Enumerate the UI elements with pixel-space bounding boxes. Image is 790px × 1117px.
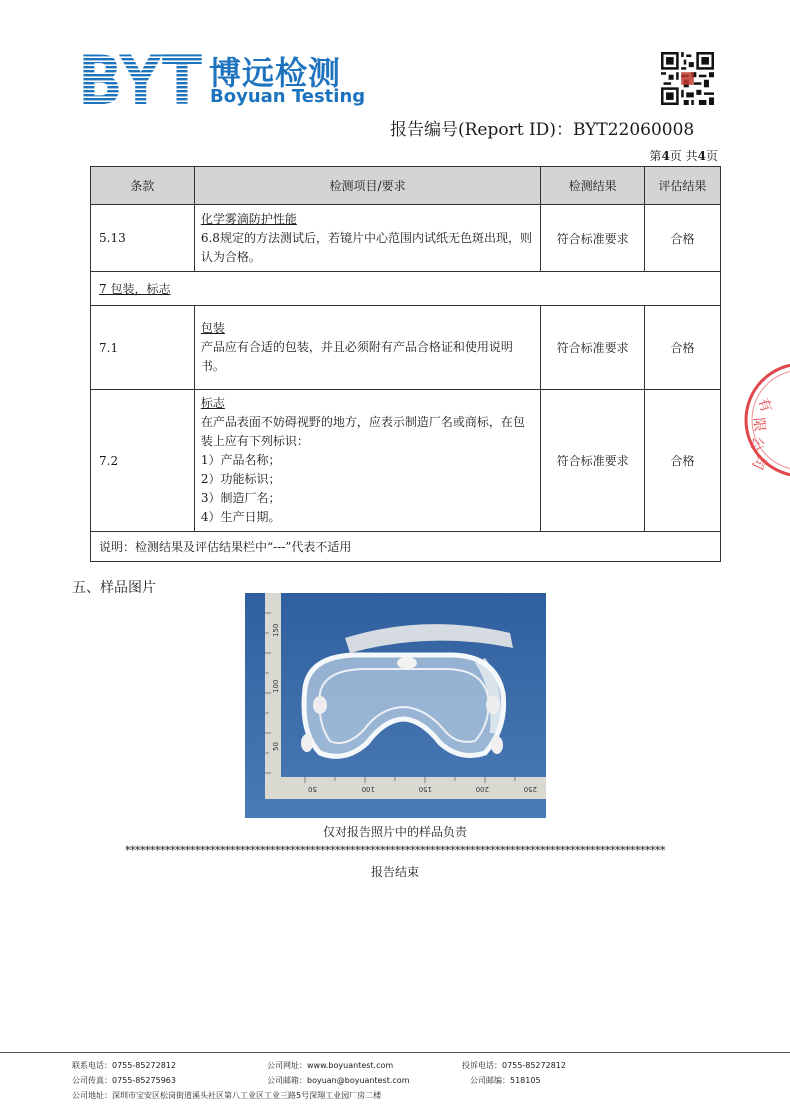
- header-evaluation: 评估结果: [645, 167, 721, 205]
- header-clause: 条款: [91, 167, 195, 205]
- requirement-title: 标志: [200, 396, 225, 410]
- result-cell: 符合标准要求: [541, 390, 645, 532]
- page-number: [649, 147, 718, 164]
- footer-postcode: 公司邮编：518105: [470, 1076, 541, 1085]
- list-item: 1）产品名称；: [200, 453, 281, 467]
- ruler-label: 100: [272, 679, 280, 693]
- footer-complaint-phone: 投诉电话：0755-85272812: [462, 1061, 566, 1070]
- footer-phone: 联系电话：0755-85272812: [72, 1061, 176, 1070]
- logo-chinese-name: 博远检测: [209, 54, 342, 92]
- table-row: [91, 205, 721, 272]
- footer-email: 公司邮箱：boyuan@boyuantest.com: [267, 1076, 410, 1085]
- result-cell: 符合标准要求: [541, 306, 645, 390]
- requirement-title: 化学雾滴防护性能: [200, 211, 297, 226]
- separator-stars: ************************************************************************************************************: [125, 844, 665, 857]
- result-cell: 符合标准要求: [541, 205, 645, 272]
- ruler-label: 250: [523, 785, 537, 793]
- sample-photo-goggles: [245, 593, 546, 818]
- list-item: 4）生产日期。: [200, 510, 281, 524]
- requirement-text: 6.8规定的方法测试后，若镜片中心范围内试纸无色斑出现，则认为合格。: [200, 230, 532, 264]
- requirement-cell: [194, 306, 540, 390]
- section-heading-text: 7 包装，标志: [99, 282, 171, 296]
- ruler-label: 200: [475, 785, 489, 793]
- ruler-label: 150: [418, 785, 432, 793]
- logo-letters-text: BYT: [78, 42, 203, 121]
- header-result: 检测结果: [541, 167, 645, 205]
- requirement-text: 在产品表面不妨碍视野的地方，应表示制造厂名或商标，在包装上应有下列标识：: [200, 415, 525, 448]
- footer-website: 公司网址：www.boyuantest.com: [267, 1061, 394, 1070]
- header-item: 检测项目/要求: [194, 167, 540, 205]
- footer-fax: 公司传真：0755-85275963: [72, 1076, 176, 1085]
- page-total: 4: [697, 149, 706, 163]
- company-seal-stamp: [740, 360, 790, 480]
- svg-text:公: 公: [747, 435, 766, 452]
- requirement-title: 包装: [200, 321, 225, 335]
- sample-section-heading: 五、样品图片: [72, 580, 156, 596]
- svg-text:限: 限: [750, 416, 768, 433]
- table-header-row: [91, 167, 721, 205]
- list-item: 3）制造厂名；: [200, 491, 281, 505]
- clause-cell: 7.2: [91, 390, 195, 532]
- ruler-label: 100: [361, 785, 375, 793]
- page-suffix: 页: [705, 149, 718, 163]
- svg-text:有: 有: [754, 395, 775, 415]
- footer-address: 公司地址：深圳市宝安区松岗街道溪头社区第八工业区工业三路5号深翔工业园厂房二楼: [72, 1091, 382, 1100]
- table-row: [91, 390, 721, 532]
- section-row: [91, 272, 721, 306]
- ruler-label: 50: [272, 742, 280, 751]
- requirement-text: 产品应有合适的包装，并且必须附有产品合格证和使用说明书。: [200, 340, 513, 373]
- evaluation-cell: 合格: [645, 306, 721, 390]
- table-row: [91, 306, 721, 390]
- page-mid: 页 共: [669, 149, 698, 163]
- svg-text:司: 司: [748, 452, 769, 472]
- footer-divider: [0, 1052, 790, 1053]
- evaluation-cell: 合格: [645, 205, 721, 272]
- ruler-label: 50: [308, 785, 317, 793]
- ruler-label: 150: [272, 623, 280, 637]
- list-item: 2）功能标识；: [200, 472, 281, 486]
- report-end: 报告结束: [370, 865, 419, 879]
- requirement-cell: [194, 205, 540, 272]
- note-row: [91, 532, 721, 562]
- table-note: 说明：检测结果及评估结果栏中“---”代表不适用: [91, 532, 721, 562]
- logo-english-name: Boyuan Testing: [210, 86, 366, 107]
- page-prefix: 第: [649, 149, 662, 163]
- clause-cell: 7.1: [91, 306, 195, 390]
- evaluation-cell: 合格: [645, 390, 721, 532]
- photo-caption: 仅对报告照片中的样品负责: [322, 825, 467, 839]
- test-results-table: [90, 166, 721, 562]
- section-heading: [91, 272, 721, 306]
- qr-code-icon: [661, 52, 714, 105]
- report-id: 报告编号(Report ID)：BYT22060008: [390, 120, 695, 140]
- clause-cell: 5.13: [91, 205, 195, 272]
- logo-byt: [78, 42, 203, 121]
- page-current: 4: [661, 149, 670, 163]
- requirement-cell: [194, 390, 540, 532]
